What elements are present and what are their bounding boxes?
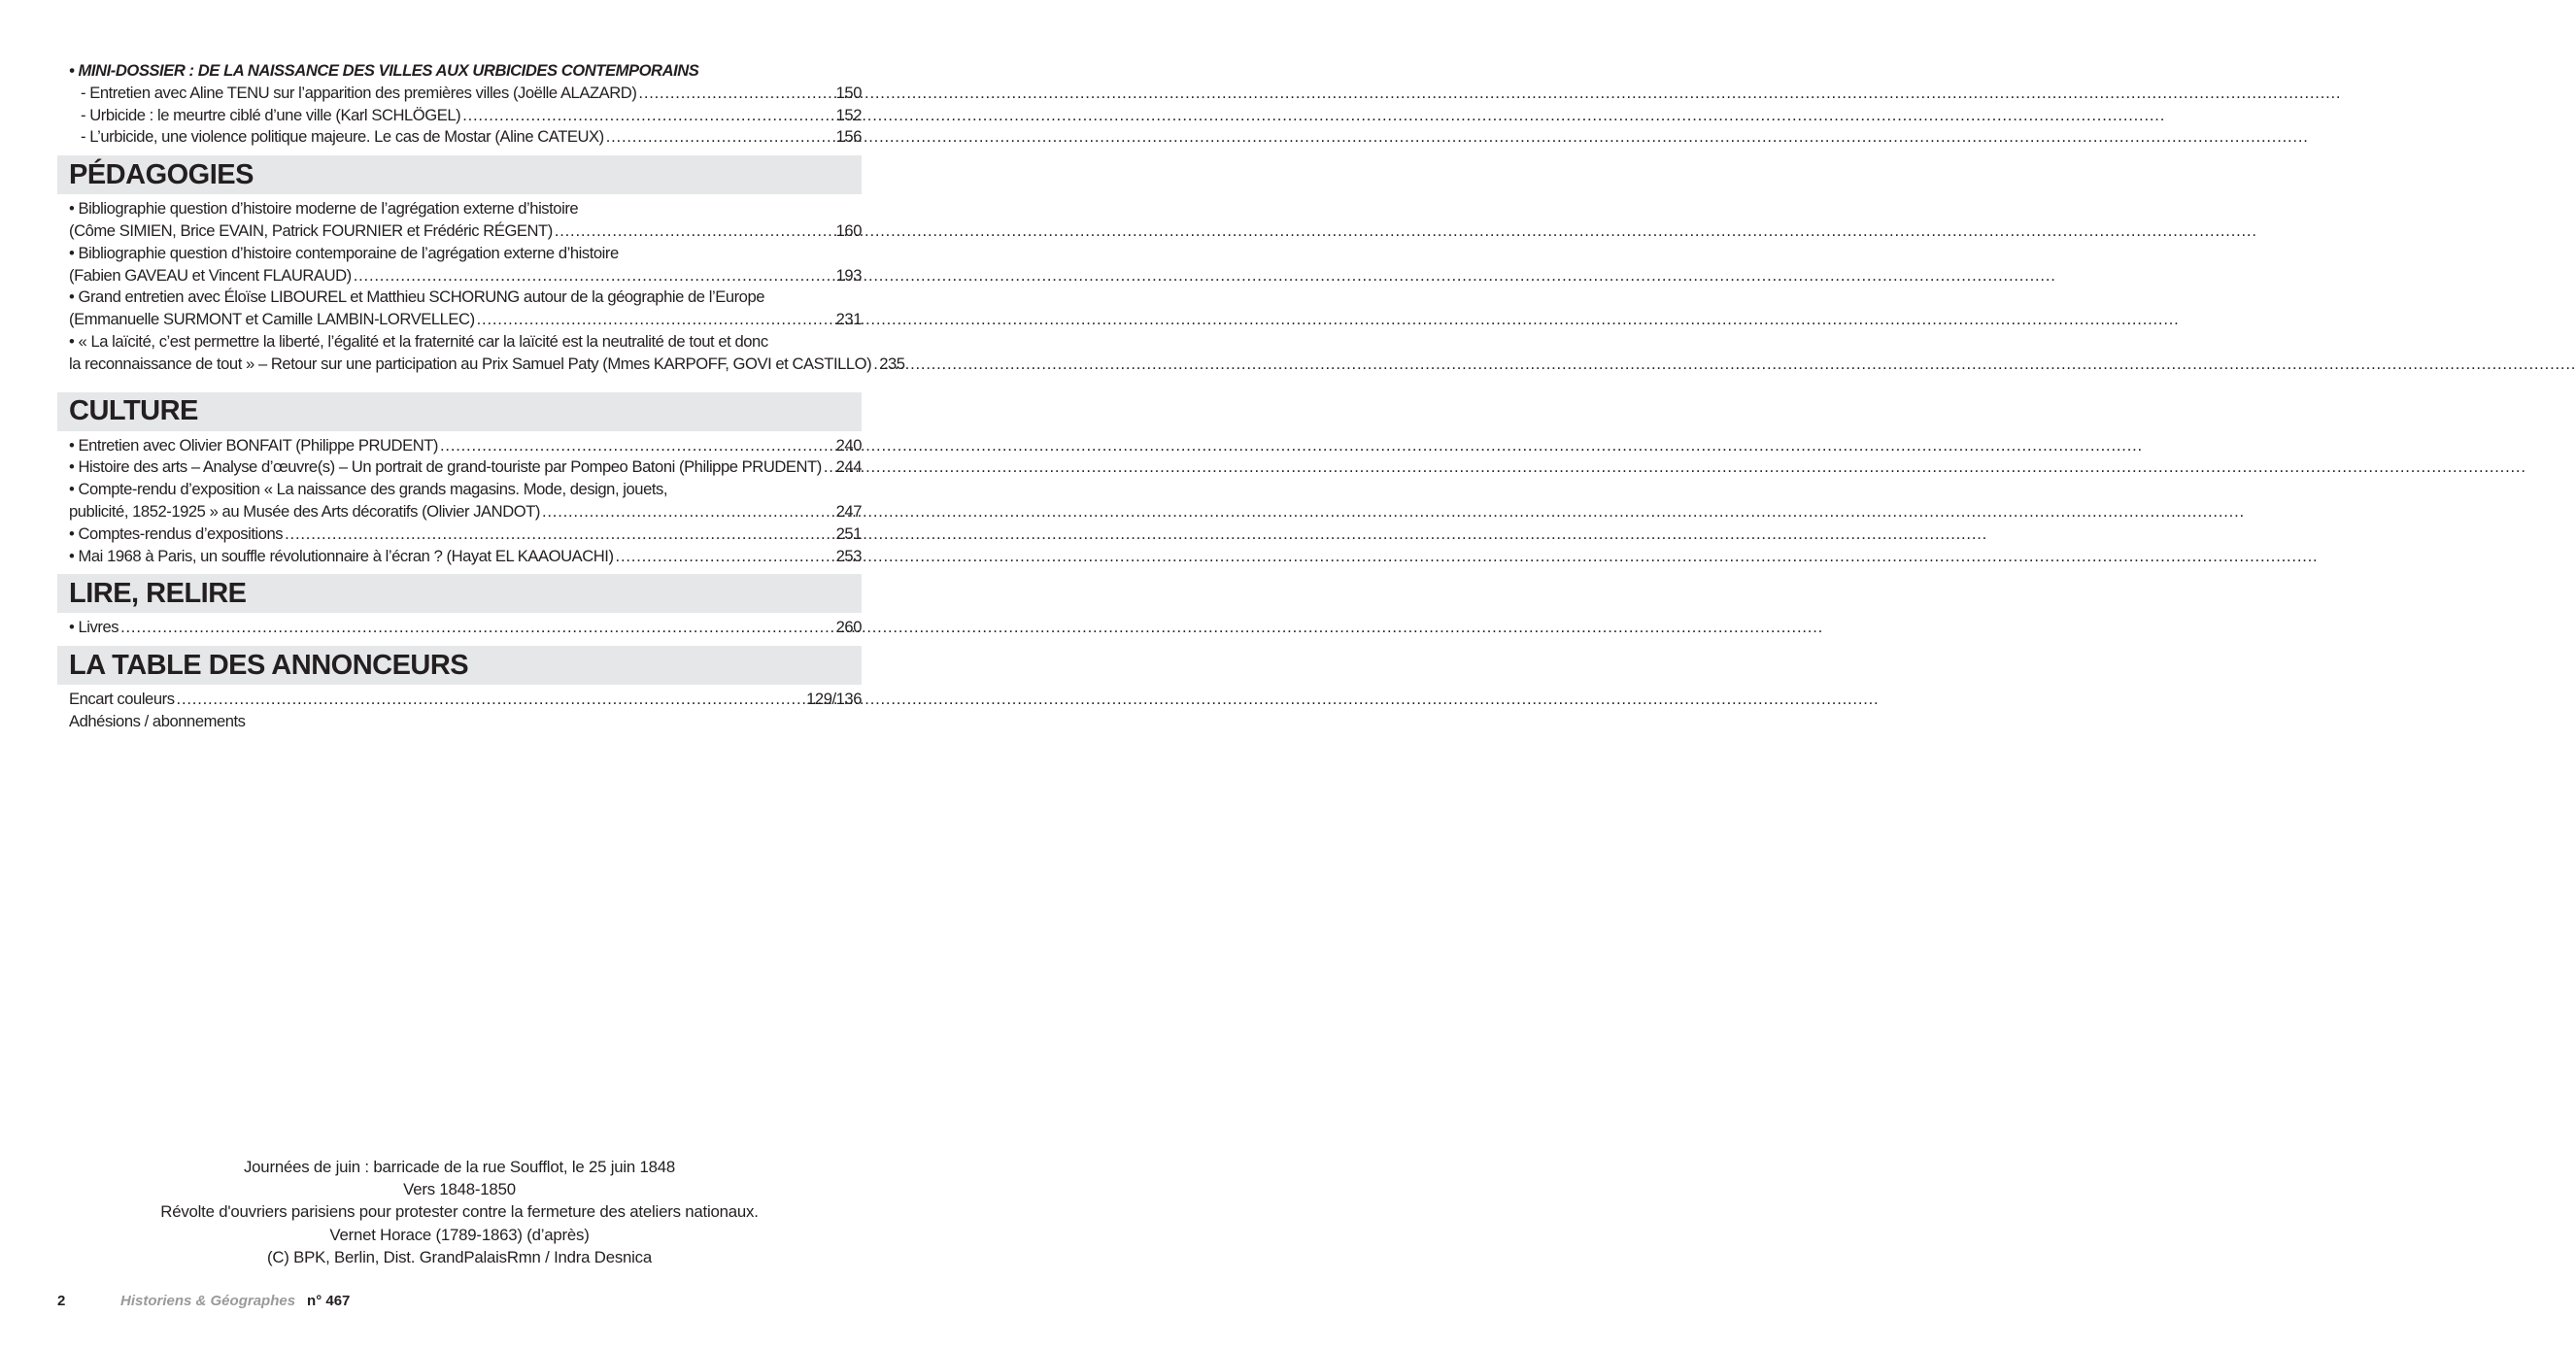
dot-leader [555, 220, 834, 243]
toc-entry-line[interactable] [57, 220, 862, 243]
toc-entry-page: 193 [835, 265, 862, 285]
toc-entry-title: • Bibliographie question d’histoire moderne de l’agrégation externe d’histoire [69, 199, 579, 219]
issue-number: n° 467 [307, 1293, 351, 1309]
toc-entry-title: publicité, 1852-1925 » au Musée des Arts décoratifs (Olivier JANDOT) [69, 501, 540, 521]
toc-entry-title: - L’urbicide, une violence politique majeure. Le cas de Mostar (Aline CATEUX) [81, 127, 604, 147]
dot-leader [606, 126, 834, 149]
toc-entry-line[interactable] [57, 456, 862, 479]
dot-leader [616, 546, 834, 568]
mini-dossier-title: • MINI-DOSSIER : DE LA NAISSANCE DES VILLES AUX URBICIDES CONTEMPORAINS [69, 61, 699, 80]
toc-entry[interactable] [57, 83, 862, 105]
section-heading-culture: CULTURE [57, 392, 862, 431]
section-heading-pedagogies: PÉDAGOGIES [57, 155, 862, 194]
toc-entry-page: 129/136 [806, 690, 862, 709]
table-of-contents [57, 60, 905, 733]
toc-entry-line[interactable] [57, 331, 862, 354]
dot-leader [177, 689, 805, 711]
toc-entry-line[interactable] [57, 711, 862, 733]
caption-title: Journées de juin : barricade de la rue Soufflot, le 25 juin 1848 [243, 1158, 676, 1176]
toc-entry-page: 244 [835, 457, 862, 477]
toc-entry-title: • Histoire des arts – Analyse d’œuvre(s) – Un portrait de grand-touriste par Pompeo Batoni (Philippe PRUDENT) [69, 457, 822, 477]
dot-leader [477, 309, 834, 331]
toc-entry-title: • Grand entretien avec Éloïse LIBOUREL et Matthieu SCHORUNG autour de la géographie de l’Europe [69, 287, 765, 307]
toc-entry-line[interactable] [57, 435, 862, 457]
toc-entry-page: 235 [879, 354, 905, 373]
toc-entry-line[interactable] [57, 546, 862, 568]
toc-entry-page: 160 [835, 220, 862, 240]
page-footer [57, 1293, 350, 1309]
page [0, 0, 948, 1349]
toc-entry-title: • Bibliographie question d’histoire contemporaine de l’agrégation externe d’histoire [69, 243, 619, 262]
section-heading-annonceurs: LA TABLE DES ANNONCEURS [57, 646, 862, 685]
toc-entry-title: Encart couleurs [69, 690, 175, 709]
toc-entry-line[interactable] [57, 287, 862, 309]
toc-entry-title: • Compte-rendu d’exposition « La naissance des grands magasins. Mode, design, jouets, [69, 480, 668, 499]
toc-entry-page: 156 [835, 127, 862, 147]
toc-entry-title: • Mai 1968 à Paris, un souffle révolutionnaire à l’écran ? (Hayat EL KAAOUACHI) [69, 546, 614, 565]
toc-entry-line[interactable] [57, 501, 862, 523]
dot-leader [354, 265, 834, 287]
toc-entry-line[interactable] [57, 689, 862, 711]
toc-entry-line[interactable] [57, 523, 862, 546]
toc-entry-page: 260 [835, 618, 862, 637]
toc-entry-title: (Côme SIMIEN, Brice EVAIN, Patrick FOURNIER et Frédéric RÉGENT) [69, 220, 553, 240]
toc-entry-line[interactable] [57, 354, 905, 376]
image-caption [0, 1156, 919, 1268]
toc-entry-page: 251 [835, 523, 862, 543]
toc-entry-page: 240 [835, 435, 862, 455]
journal-name: Historiens & Géographes [120, 1293, 296, 1309]
toc-entry-line[interactable] [57, 265, 862, 287]
toc-entry-page: 150 [835, 83, 862, 102]
toc-entry-page: 253 [835, 546, 862, 565]
toc-entry-line[interactable] [57, 243, 862, 265]
toc-entry[interactable] [57, 105, 862, 127]
toc-entry-title: (Fabien GAVEAU et Vincent FLAURAUD) [69, 265, 352, 285]
toc-entry-title: la reconnaissance de tout » – Retour sur une participation au Prix Samuel Paty (Mmes KARPOFF, GOVI et CASTILLO) [69, 354, 872, 373]
dot-leader [638, 83, 833, 105]
dot-leader [824, 456, 834, 479]
page-number: 2 [57, 1293, 66, 1309]
section-heading-lire-relire: LIRE, RELIRE [57, 574, 862, 613]
dot-leader [440, 435, 834, 457]
toc-entry-line[interactable] [57, 309, 862, 331]
caption-artist: Vernet Horace (1789-1863) (d’après) [329, 1225, 590, 1244]
toc-entry-page: 152 [835, 105, 862, 124]
dot-leader [873, 354, 877, 376]
toc-entry-title: • « La laïcité, c’est permettre la liberté, l’égalité et la fraternité car la laïcité est la neutralité de tout et donc [69, 331, 768, 351]
toc-entry-page: 247 [835, 501, 862, 521]
toc-entry-page: 231 [835, 310, 862, 329]
toc-entry-title: (Emmanuelle SURMONT et Camille LAMBIN-LORVELLEC) [69, 310, 475, 329]
toc-entry[interactable] [57, 126, 862, 149]
caption-date: Vers 1848-1850 [403, 1180, 516, 1199]
dot-leader [285, 523, 834, 546]
dot-leader [120, 617, 834, 639]
dot-leader [462, 105, 833, 127]
toc-entry-line[interactable] [57, 617, 862, 639]
toc-entry-title: - Entretien avec Aline TENU sur l’apparition des premières villes (Joëlle ALAZARD) [81, 83, 637, 102]
toc-entry-title: - Urbicide : le meurtre ciblé d’une ville (Karl SCHLÖGEL) [81, 105, 461, 124]
toc-entry-title: Adhésions / abonnements [69, 711, 246, 730]
toc-entry-line[interactable] [57, 198, 862, 220]
toc-entry-title: • Comptes-rendus d’expositions [69, 523, 284, 543]
toc-entry-line[interactable] [57, 479, 862, 501]
dot-leader [542, 501, 834, 523]
toc-entry-title: • Entretien avec Olivier BONFAIT (Philippe PRUDENT) [69, 435, 438, 455]
caption-credit: (C) BPK, Berlin, Dist. GrandPalaisRmn / Indra Desnica [266, 1247, 653, 1266]
toc-entry-title: • Livres [69, 618, 119, 637]
caption-description: Révolte d'ouvriers parisiens pour protester contre la fermeture des ateliers nationaux. [160, 1202, 759, 1222]
